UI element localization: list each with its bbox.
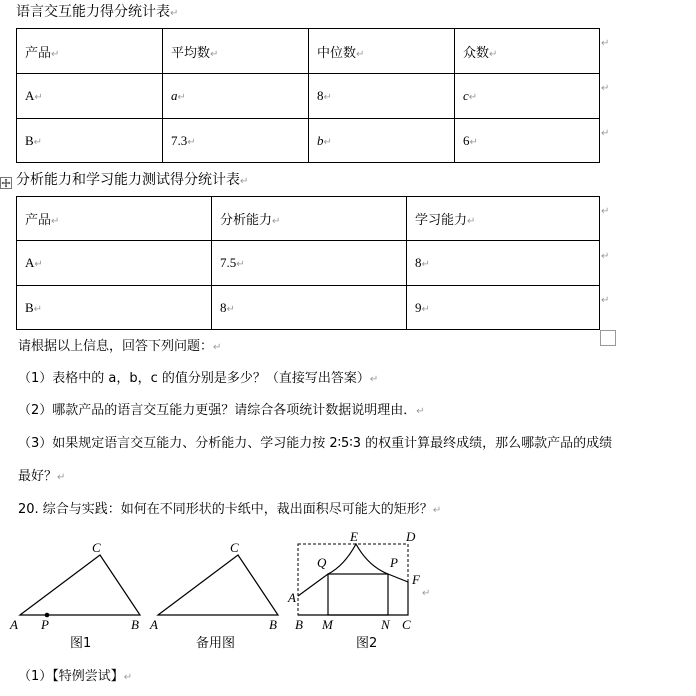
row-end-mark: ↵	[601, 128, 610, 139]
table-cell: A↵	[17, 241, 212, 286]
table-row	[17, 286, 600, 330]
label-f: F	[412, 572, 420, 587]
row-end-mark: ↵	[601, 206, 610, 217]
label-n: N	[381, 617, 390, 632]
table-cell: 8↵	[212, 286, 407, 330]
table-header-cell: 产品↵	[17, 29, 163, 74]
inner-rectangle	[328, 574, 388, 615]
table-cell: B↵	[17, 119, 163, 163]
table-cell: 7.3↵	[163, 119, 309, 163]
problem-20: 20. 综合与实践：如何在不同形状的卡纸中，裁出面积尽可能大的矩形？↵	[18, 502, 442, 517]
ability-score-table	[16, 196, 600, 330]
triangle-abc-backup	[158, 555, 278, 615]
table-header-cell: 学习能力↵	[407, 197, 600, 241]
table-cell: 8↵	[309, 74, 455, 119]
figure-2	[287, 530, 430, 651]
table-cell: 9↵	[407, 286, 600, 330]
table-cell: 6↵	[455, 119, 600, 163]
table-row	[17, 119, 600, 163]
table-row	[17, 74, 600, 119]
label-b: B	[269, 617, 277, 632]
table-header-cell: 平均数↵	[163, 29, 309, 74]
table-header-row	[17, 197, 600, 241]
table-cell: A↵	[17, 74, 163, 119]
sub-question-1: （1）【特例尝试】↵	[18, 669, 133, 684]
table-cell: b↵	[309, 119, 455, 163]
table-header-cell: 中位数↵	[309, 29, 455, 74]
geometry-figures	[0, 530, 696, 665]
language-score-table	[16, 28, 600, 163]
label-a: A	[10, 617, 18, 632]
figure-backup	[149, 540, 278, 651]
label-c: C	[92, 540, 101, 555]
table-resize-handle[interactable]	[600, 330, 616, 346]
table-cell: B↵	[17, 286, 212, 330]
label-q: Q	[317, 555, 327, 570]
table2-title: 分析能力和学习能力测试得分统计表↵	[16, 172, 249, 188]
figure-1	[9, 540, 140, 651]
label-e: E	[350, 530, 358, 544]
question-3-continued: 最好？↵	[18, 469, 66, 484]
prompt-text: 请根据以上信息，回答下列问题：↵	[18, 339, 222, 354]
label-d: D	[406, 530, 416, 544]
figure-backup-caption: 备用图	[196, 636, 236, 651]
triangle-abc	[20, 555, 140, 615]
label-a: A	[288, 590, 296, 605]
table-cell: c↵	[455, 74, 600, 119]
label-a: A	[150, 617, 158, 632]
figure-1-caption: 图1	[70, 636, 92, 651]
row-end-mark: ↵	[601, 251, 610, 262]
table1-title: 语言交互能力得分统计表↵	[16, 4, 179, 20]
row-end-mark: ↵	[601, 295, 610, 306]
label-c: C	[402, 617, 411, 632]
table-cell: 8↵	[407, 241, 600, 286]
table-header-cell: 产品↵	[17, 197, 212, 241]
row-end-mark: ↵	[601, 38, 610, 49]
label-m: M	[322, 617, 333, 632]
question-2: （2）哪款产品的语言交互能力更强？请综合各项统计数据说明理由．↵	[18, 403, 425, 418]
table-header-row	[17, 29, 600, 74]
figure-2-caption: 图2	[356, 636, 378, 651]
label-c: C	[230, 540, 239, 555]
table-header-cell: 分析能力↵	[212, 197, 407, 241]
table-cell: a↵	[163, 74, 309, 119]
table-row	[17, 241, 600, 286]
table-move-handle-icon[interactable]	[0, 177, 12, 189]
table-header-cell: 众数↵	[455, 29, 600, 74]
label-p: P	[41, 617, 49, 632]
label-b: B	[295, 617, 303, 632]
question-1: （1）表格中的 a，b，c 的值分别是多少？（直接写出答案）↵	[18, 371, 379, 386]
question-3: （3）如果规定语言交互能力、分析能力、学习能力按 2∶5∶3 的权重计算最终成绩，那么哪款产品的成绩	[18, 436, 613, 451]
para-mark: ↵	[422, 588, 431, 599]
table-cell: 7.5↵	[212, 241, 407, 286]
label-b: B	[131, 617, 139, 632]
row-end-mark: ↵	[601, 83, 610, 94]
label-p: P	[390, 555, 398, 570]
